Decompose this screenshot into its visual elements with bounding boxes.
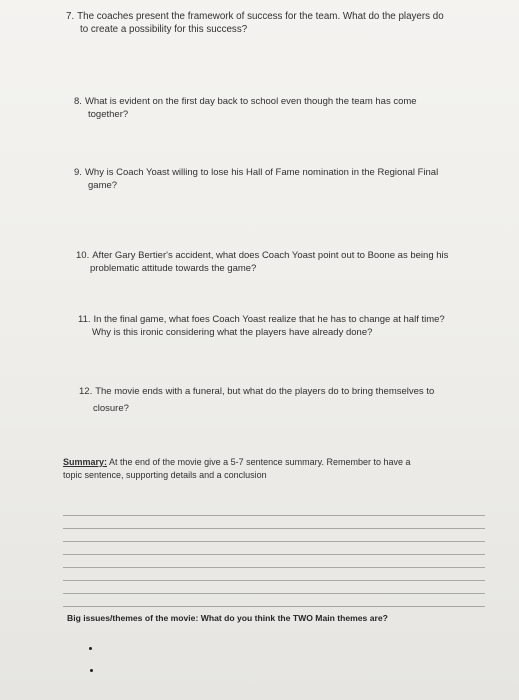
question-text: After Gary Bertier's accident, what does Coach Yoast point out to Boone as being his bbox=[92, 250, 449, 261]
question-text-continued: problematic attitude towards the game? bbox=[90, 263, 257, 274]
writing-line bbox=[63, 542, 485, 555]
summary-label: Summary: bbox=[63, 457, 108, 467]
question-text: The coaches present the framework of success for the team. What do the players do bbox=[77, 11, 444, 22]
question-text-continued: closure? bbox=[93, 403, 129, 414]
writing-line bbox=[63, 516, 485, 529]
question-text-continued: game? bbox=[88, 180, 118, 191]
question-number: 9. bbox=[74, 167, 82, 178]
writing-line bbox=[63, 555, 485, 568]
writing-line bbox=[63, 568, 485, 581]
question-text: What is evident on the first day back to school even though the team has come bbox=[84, 96, 417, 107]
question-text: Why is Coach Yoast willing to lose his Hall of Fame nomination in the Regional Final bbox=[84, 167, 439, 178]
question-text: The movie ends with a funeral, but what do the players do to bring themselves to bbox=[95, 386, 435, 397]
writing-line bbox=[63, 503, 485, 516]
question-number: 7. bbox=[66, 11, 75, 22]
question-12 bbox=[79, 383, 489, 417]
question-number: 11. bbox=[78, 314, 91, 325]
summary-instructions bbox=[63, 456, 483, 482]
bullet-point-1 bbox=[89, 647, 92, 650]
question-number: 10. bbox=[76, 250, 90, 261]
bullet-point-2 bbox=[90, 669, 93, 672]
writing-line bbox=[63, 581, 485, 594]
themes-prompt: Big issues/themes of the movie: What do you think the TWO Main themes are? bbox=[67, 613, 388, 623]
question-7 bbox=[66, 10, 506, 36]
question-text-continued: Why is this ironic considering what the players have already done? bbox=[92, 327, 373, 338]
summary-text-continued: topic sentence, supporting details and a conclusion bbox=[63, 470, 267, 480]
writing-line bbox=[63, 594, 485, 607]
question-text-continued: together? bbox=[88, 109, 129, 120]
question-text-continued: to create a possibility for this success? bbox=[80, 24, 248, 35]
summary-text: At the end of the movie give a 5-7 sentence summary. Remember to have a bbox=[107, 457, 411, 467]
writing-line bbox=[63, 529, 485, 542]
question-text: In the final game, what foes Coach Yoast realize that he has to change at half time? bbox=[93, 314, 445, 325]
question-8 bbox=[74, 95, 494, 121]
question-number: 8. bbox=[74, 96, 82, 107]
question-number: 12. bbox=[79, 386, 93, 397]
question-9 bbox=[74, 166, 494, 192]
summary-writing-lines bbox=[63, 503, 485, 607]
question-11 bbox=[78, 313, 498, 339]
question-10 bbox=[76, 249, 496, 275]
